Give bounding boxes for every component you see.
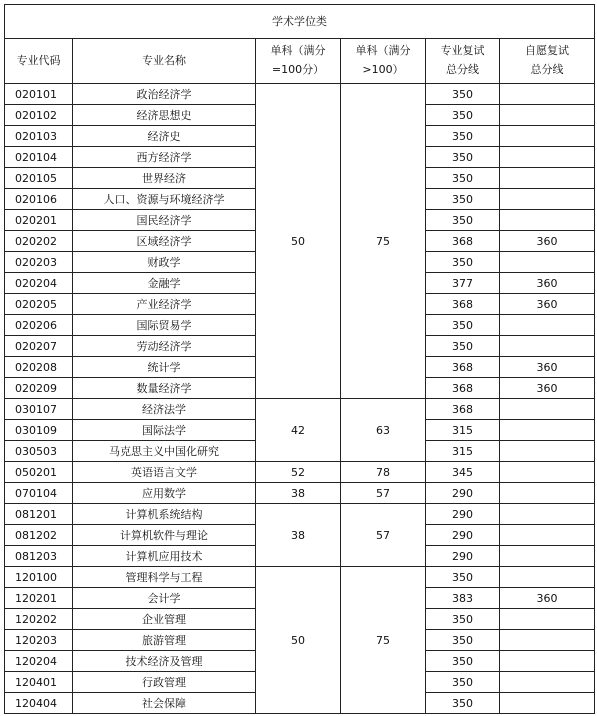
cell-single-gt100: 75 xyxy=(341,567,426,714)
cell-voluntary xyxy=(500,399,595,420)
cell-code: 020204 xyxy=(5,273,73,294)
cell-total: 383 xyxy=(426,588,500,609)
cell-voluntary xyxy=(500,630,595,651)
table-row xyxy=(5,567,595,588)
cell-code: 030109 xyxy=(5,420,73,441)
cell-single-gt100: 78 xyxy=(341,462,426,483)
cell-name: 英语语言文学 xyxy=(73,462,256,483)
cell-name: 统计学 xyxy=(73,357,256,378)
table-row xyxy=(5,504,595,525)
cell-total: 350 xyxy=(426,609,500,630)
cell-total: 290 xyxy=(426,504,500,525)
table-row xyxy=(5,84,595,105)
cell-name: 经济史 xyxy=(73,126,256,147)
cell-name: 应用数学 xyxy=(73,483,256,504)
cell-name: 财政学 xyxy=(73,252,256,273)
cell-name: 人口、资源与环境经济学 xyxy=(73,189,256,210)
cell-name: 区域经济学 xyxy=(73,231,256,252)
cell-single-gt100: 57 xyxy=(341,483,426,504)
cell-code: 050201 xyxy=(5,462,73,483)
cell-name: 计算机软件与理论 xyxy=(73,525,256,546)
cell-total: 290 xyxy=(426,483,500,504)
cell-name: 国民经济学 xyxy=(73,210,256,231)
cell-code: 081203 xyxy=(5,546,73,567)
cell-name: 世界经济 xyxy=(73,168,256,189)
cell-code: 120203 xyxy=(5,630,73,651)
cell-single-100: 52 xyxy=(256,462,341,483)
cell-name: 经济法学 xyxy=(73,399,256,420)
cell-total: 368 xyxy=(426,294,500,315)
cell-code: 020105 xyxy=(5,168,73,189)
cell-voluntary xyxy=(500,315,595,336)
cell-name: 政治经济学 xyxy=(73,84,256,105)
cell-total: 368 xyxy=(426,357,500,378)
cell-name: 计算机应用技术 xyxy=(73,546,256,567)
cell-code: 020207 xyxy=(5,336,73,357)
cell-code: 020208 xyxy=(5,357,73,378)
cell-voluntary xyxy=(500,252,595,273)
table-row xyxy=(5,483,595,504)
cell-total: 350 xyxy=(426,672,500,693)
cell-voluntary xyxy=(500,525,595,546)
cell-code: 120201 xyxy=(5,588,73,609)
cell-code: 020209 xyxy=(5,378,73,399)
cell-voluntary xyxy=(500,672,595,693)
cell-total: 350 xyxy=(426,651,500,672)
cell-voluntary: 360 xyxy=(500,294,595,315)
cell-name: 技术经济及管理 xyxy=(73,651,256,672)
cell-name: 西方经济学 xyxy=(73,147,256,168)
cell-voluntary xyxy=(500,189,595,210)
cell-code: 020206 xyxy=(5,315,73,336)
cell-name: 国际贸易学 xyxy=(73,315,256,336)
cell-voluntary: 360 xyxy=(500,378,595,399)
cell-voluntary xyxy=(500,168,595,189)
cell-code: 020202 xyxy=(5,231,73,252)
cell-voluntary: 360 xyxy=(500,273,595,294)
cell-name: 行政管理 xyxy=(73,672,256,693)
cell-total: 368 xyxy=(426,231,500,252)
cell-code: 020104 xyxy=(5,147,73,168)
cell-total: 350 xyxy=(426,126,500,147)
cell-voluntary xyxy=(500,126,595,147)
cell-total: 350 xyxy=(426,693,500,714)
cell-name: 劳动经济学 xyxy=(73,336,256,357)
cell-total: 368 xyxy=(426,378,500,399)
cell-voluntary xyxy=(500,462,595,483)
cell-voluntary xyxy=(500,84,595,105)
cell-name: 管理科学与工程 xyxy=(73,567,256,588)
cell-code: 070104 xyxy=(5,483,73,504)
cell-voluntary xyxy=(500,483,595,504)
cell-total: 350 xyxy=(426,630,500,651)
cell-voluntary xyxy=(500,105,595,126)
cell-single-100: 50 xyxy=(256,84,341,399)
cell-total: 350 xyxy=(426,105,500,126)
table-row xyxy=(5,399,595,420)
cell-name: 旅游管理 xyxy=(73,630,256,651)
cell-code: 120202 xyxy=(5,609,73,630)
cell-code: 020103 xyxy=(5,126,73,147)
cell-total: 350 xyxy=(426,147,500,168)
cell-name: 金融学 xyxy=(73,273,256,294)
cell-name: 会计学 xyxy=(73,588,256,609)
cell-total: 350 xyxy=(426,567,500,588)
cell-voluntary xyxy=(500,651,595,672)
cell-code: 030503 xyxy=(5,441,73,462)
cell-code: 020102 xyxy=(5,105,73,126)
cell-code: 020101 xyxy=(5,84,73,105)
cell-single-gt100: 63 xyxy=(341,399,426,462)
cell-total: 290 xyxy=(426,525,500,546)
cell-code: 120204 xyxy=(5,651,73,672)
table-row xyxy=(5,462,595,483)
cell-voluntary xyxy=(500,609,595,630)
cell-voluntary xyxy=(500,420,595,441)
cell-single-gt100: 57 xyxy=(341,504,426,567)
cell-voluntary xyxy=(500,147,595,168)
cell-code: 081202 xyxy=(5,525,73,546)
cell-voluntary xyxy=(500,441,595,462)
cell-total: 350 xyxy=(426,252,500,273)
cell-code: 120404 xyxy=(5,693,73,714)
score-table xyxy=(4,4,595,714)
cell-voluntary xyxy=(500,567,595,588)
cell-name: 产业经济学 xyxy=(73,294,256,315)
cell-voluntary xyxy=(500,504,595,525)
cell-voluntary xyxy=(500,693,595,714)
cell-code: 081201 xyxy=(5,504,73,525)
header-single-gt100: 单科（满分>100） xyxy=(341,39,426,84)
cell-total: 377 xyxy=(426,273,500,294)
cell-total: 350 xyxy=(426,210,500,231)
cell-code: 020201 xyxy=(5,210,73,231)
cell-name: 计算机系统结构 xyxy=(73,504,256,525)
cell-total: 315 xyxy=(426,441,500,462)
cell-name: 国际法学 xyxy=(73,420,256,441)
cell-name: 马克思主义中国化研究 xyxy=(73,441,256,462)
cell-voluntary xyxy=(500,210,595,231)
cell-single-gt100: 75 xyxy=(341,84,426,399)
header-name: 专业名称 xyxy=(73,39,256,84)
cell-voluntary xyxy=(500,336,595,357)
cell-total: 350 xyxy=(426,315,500,336)
cell-voluntary xyxy=(500,546,595,567)
cell-code: 020106 xyxy=(5,189,73,210)
cell-name: 企业管理 xyxy=(73,609,256,630)
header-code: 专业代码 xyxy=(5,39,73,84)
cell-total: 350 xyxy=(426,336,500,357)
cell-single-100: 50 xyxy=(256,567,341,714)
cell-name: 经济思想史 xyxy=(73,105,256,126)
cell-code: 120401 xyxy=(5,672,73,693)
cell-voluntary: 360 xyxy=(500,231,595,252)
table-title: 学术学位类 xyxy=(5,5,595,39)
cell-total: 368 xyxy=(426,399,500,420)
cell-total: 315 xyxy=(426,420,500,441)
header-single-100: 单科（满分=100分） xyxy=(256,39,341,84)
cell-name: 社会保障 xyxy=(73,693,256,714)
cell-code: 030107 xyxy=(5,399,73,420)
cell-total: 350 xyxy=(426,84,500,105)
cell-code: 020203 xyxy=(5,252,73,273)
cell-total: 350 xyxy=(426,189,500,210)
cell-name: 数量经济学 xyxy=(73,378,256,399)
cell-total: 345 xyxy=(426,462,500,483)
cell-single-100: 38 xyxy=(256,483,341,504)
cell-total: 350 xyxy=(426,168,500,189)
cell-single-100: 42 xyxy=(256,399,341,462)
cell-single-100: 38 xyxy=(256,504,341,567)
cell-code: 020205 xyxy=(5,294,73,315)
header-total: 专业复试总分线 xyxy=(426,39,500,84)
cell-total: 290 xyxy=(426,546,500,567)
cell-code: 120100 xyxy=(5,567,73,588)
cell-voluntary: 360 xyxy=(500,357,595,378)
cell-voluntary: 360 xyxy=(500,588,595,609)
header-voluntary: 自愿复试总分线 xyxy=(500,39,595,84)
